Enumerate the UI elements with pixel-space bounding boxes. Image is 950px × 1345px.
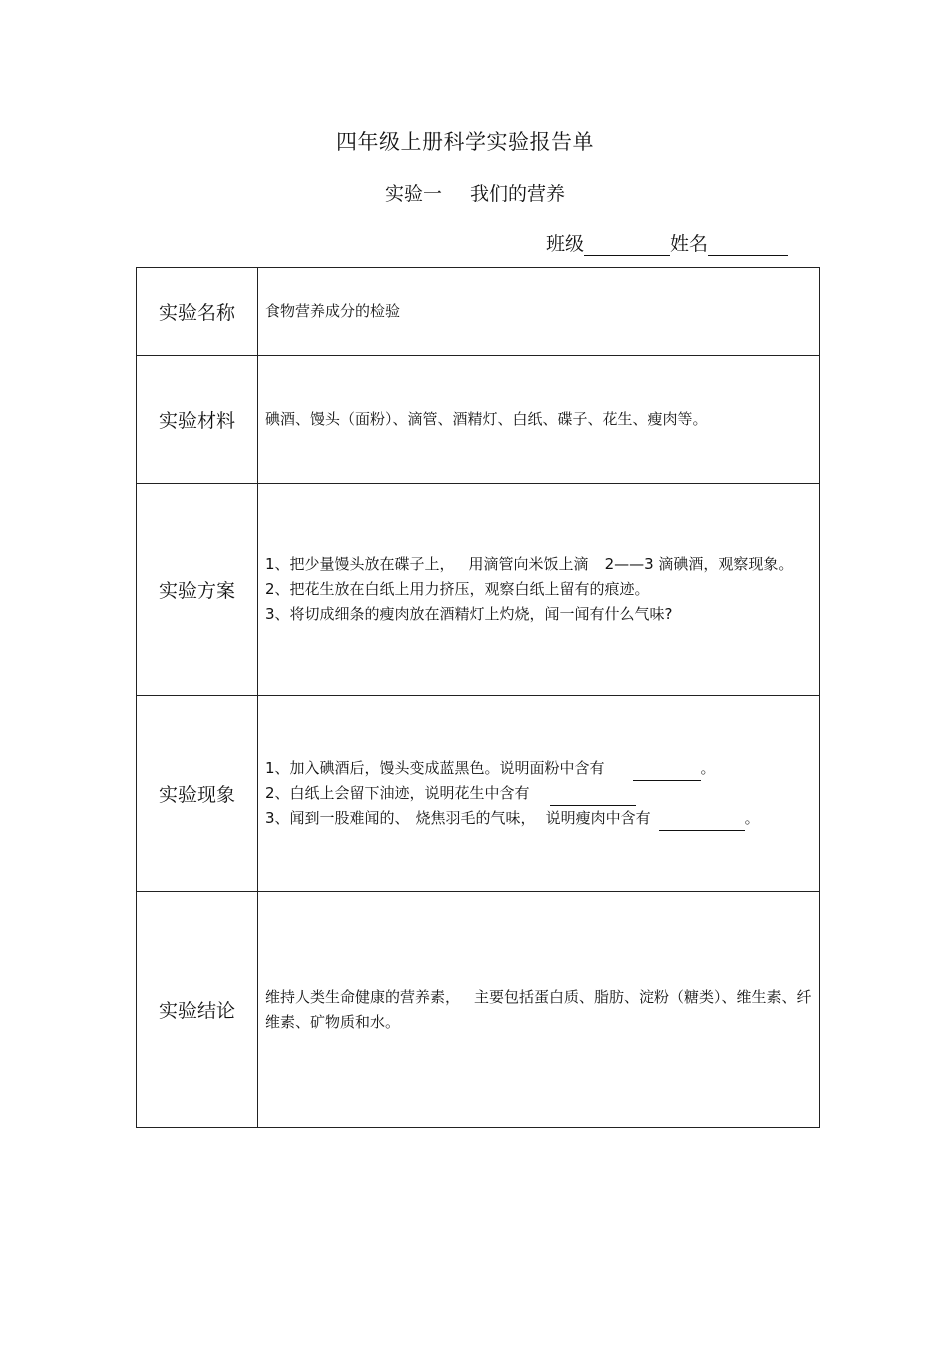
- row-label: 实验方案: [137, 484, 258, 696]
- phenomena-content: [258, 696, 820, 892]
- phenomenon-3-text: 3、闻到一股难闻的、: [265, 809, 410, 827]
- row-phenomena: [137, 696, 820, 892]
- answer-blank-3[interactable]: [659, 812, 745, 831]
- phenomenon-2: [265, 781, 813, 806]
- row-label: 实验材料: [137, 356, 258, 484]
- row-label: 实验现象: [137, 696, 258, 892]
- experiment-number: 实验一: [384, 183, 442, 205]
- student-info: [546, 229, 788, 256]
- plan-step-3: 3、将切成细条的瘦肉放在酒精灯上灼烧，闻一闻有什么气味?: [265, 605, 673, 623]
- plan-step-1-part: 2——3 滴碘酒，观察现象。: [604, 555, 794, 573]
- report-table: [136, 267, 820, 1128]
- row-label: 实验结论: [137, 892, 258, 1128]
- row-conclusion: [137, 892, 820, 1128]
- row-plan: [137, 484, 820, 696]
- conclusion-text: [265, 985, 813, 1035]
- plan-step-1-part: 1、把少量馒头放在碟子上，: [265, 555, 455, 573]
- experiment-name-value: 食物营养成分的检验: [258, 268, 820, 356]
- conclusion-part: 维持人类生命健康的营养素，: [265, 987, 461, 1006]
- period: 。: [700, 759, 716, 777]
- experiment-heading: [0, 179, 950, 206]
- class-field[interactable]: [584, 233, 670, 256]
- plan-step-1: [265, 552, 813, 577]
- plan-step-1-part: 用滴管向米饭上滴: [468, 555, 589, 573]
- page-title: 四年级上册科学实验报告单: [336, 130, 594, 154]
- period: 。: [744, 809, 760, 827]
- phenomenon-3: [265, 806, 813, 831]
- plan-step-2: 2、把花生放在白纸上用力挤压，观察白纸上留有的痕迹。: [265, 580, 650, 598]
- answer-blank-1[interactable]: [633, 762, 701, 781]
- row-experiment-name: [137, 268, 820, 356]
- phenomenon-2-text: 2、白纸上会留下油迹，说明花生中含有: [265, 784, 530, 802]
- phenomenon-3-text: 说明瘦肉中含有: [545, 809, 651, 827]
- conclusion-part: 主要包括蛋白质、脂肪、淀粉（糖类）、维生素、纤维素、矿物质和水。: [265, 987, 812, 1031]
- name-field[interactable]: [708, 233, 788, 256]
- experiment-title: 我们的营养: [470, 183, 566, 205]
- plan-content: [258, 484, 820, 696]
- name-label: 姓名: [670, 233, 709, 255]
- phenomenon-3-text: 烧焦羽毛的气味，: [415, 809, 536, 827]
- row-label: 实验名称: [137, 268, 258, 356]
- row-materials: [137, 356, 820, 484]
- materials-value: 碘酒、馒头（面粉）、滴管、酒精灯、白纸、碟子、花生、瘦肉等。: [258, 356, 820, 484]
- conclusion-content: [258, 892, 820, 1128]
- phenomenon-1: [265, 756, 813, 781]
- class-label: 班级: [546, 233, 585, 255]
- phenomenon-1-text: 1、加入碘酒后，馒头变成蓝黑色。说明面粉中含有: [265, 759, 605, 777]
- answer-blank-2[interactable]: [550, 787, 636, 806]
